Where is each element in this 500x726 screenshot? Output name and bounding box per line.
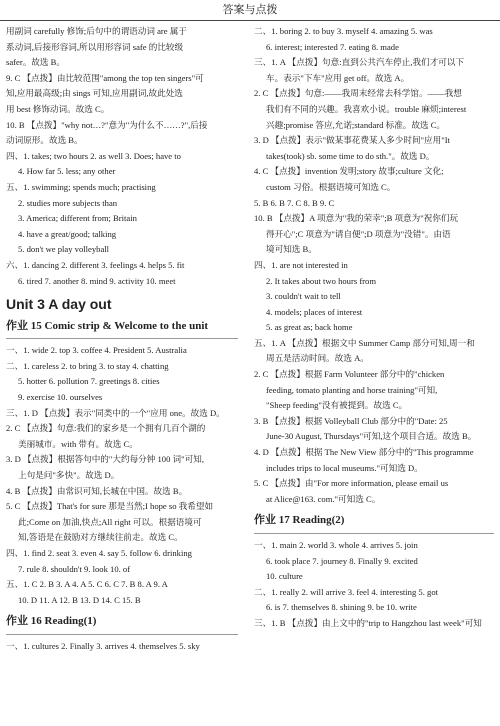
text-line: 兴趣;promise 答应,允诺;standard 标准。故选 C。 bbox=[266, 119, 446, 130]
text-line: 3. couldn't wait to tell bbox=[266, 291, 341, 302]
text-line: 一、1. main 2. world 3. whole 4. arrives 5. join bbox=[254, 540, 418, 550]
text-line: 2. C 【点拨】句意:我们的家乡是一个拥有几百个湖的 bbox=[6, 423, 206, 434]
text-line: 周五是活动时间。故选 A。 bbox=[266, 353, 369, 364]
text-line: 五、1. A 【点拨】根据文中 Summer Camp 部分可知,周一和 bbox=[254, 337, 475, 348]
text-line: 四、1. takes; two hours 2. as well 3. Does; have to bbox=[6, 150, 181, 161]
divider bbox=[6, 338, 238, 339]
text-line: 五、1. C 2. B 3. A 4. A 5. C 6. C 7. B 8. A 9. A bbox=[6, 579, 168, 590]
text-line: 美丽城市。with 带有。故选 C。 bbox=[18, 438, 138, 449]
page-header: 答案与点拨 bbox=[0, 0, 500, 21]
section-title: 作业 15 Comic strip & Welcome to the unit bbox=[6, 319, 209, 332]
text-line: 二、1. really 2. will arrive 3. feel 4. interesting 5. got bbox=[254, 586, 439, 597]
unit-title: Unit 3 A day out bbox=[6, 296, 112, 313]
text-line: 4. D 【点拨】根据 The New View 部分中的"This programme bbox=[254, 447, 474, 458]
text-line: safer。故选 B。 bbox=[6, 57, 65, 68]
text-line: 三、1. B 【点拨】由上文中的"trip to Hangzhou last week"可知 bbox=[254, 617, 482, 628]
text-line: 5. hotter 6. pollution 7. greetings 8. cities bbox=[18, 376, 160, 387]
text-line: 7. rule 8. shouldn't 9. look 10. of bbox=[18, 563, 131, 574]
text-line: 车。表示"下车"应用 get off。故选 A。 bbox=[266, 72, 410, 83]
section-title: 作业 17 Reading(2) bbox=[254, 514, 345, 527]
text-line: 6. is 7. themselves 8. shining 9. be 10. write bbox=[266, 602, 417, 613]
text-line: 5. B 6. B 7. C 8. B 9. C bbox=[254, 197, 335, 208]
text-line: 四、1. find 2. seat 3. even 4. say 5. follow 6. drinking bbox=[6, 548, 192, 558]
text-line: 9. exercise 10. ourselves bbox=[18, 392, 103, 403]
text-line: 6. tired 7. another 8. mind 9. activity 10. meet bbox=[18, 275, 176, 286]
text-line: 二、1. careless 2. to bring 3. to stay 4. chatting bbox=[6, 360, 169, 371]
text-line: 用 best 修饰动词。故选 C。 bbox=[6, 103, 110, 114]
text-line: 境可知选 B。 bbox=[266, 244, 317, 255]
text-line: 4. B 【点拨】由常识可知,长城在中国。故选 B。 bbox=[6, 485, 188, 496]
text-line: 四、1. are not interested in bbox=[254, 259, 348, 270]
text-line: includes trips to local museums."可知选 D。 bbox=[266, 462, 423, 473]
text-line: 知,应用最高级;由 sings 可知,应用副词,故此处选 bbox=[6, 88, 183, 99]
text-line: 9. C 【点拨】由比较范围"among the top ten singers"可 bbox=[6, 72, 204, 83]
text-line: 知,答语是在鼓励对方继续往前走。故选 C。 bbox=[18, 532, 183, 543]
text-line: 4. How far 5. less; any other bbox=[18, 166, 116, 177]
text-line: 一、1. wide 2. top 3. coffee 4. President 5. Australia bbox=[6, 345, 187, 356]
text-line: 4. C 【点拨】invention 发明;story 故事;culture 文化; bbox=[254, 166, 444, 177]
text-line: 5. C 【点拨】由"For more information, please email us bbox=[254, 478, 449, 489]
text-line: 三、1. A 【点拨】句意:直到公共汽车停止,我们才可以下 bbox=[254, 57, 465, 68]
divider bbox=[254, 533, 494, 534]
section-title: 作业 16 Reading(1) bbox=[6, 615, 97, 628]
text-line: 4. have a great/good; talking bbox=[18, 228, 117, 239]
text-line: 5. as great as; back home bbox=[266, 322, 353, 333]
text-line: custom 习俗。根据语境可知选 C。 bbox=[266, 181, 396, 192]
text-line: 3. D 【点拨】表示"做某事花费某人多少时间"应用"It bbox=[254, 135, 451, 146]
text-line: 3. D 【点拨】根据答句中的"大约每分钟 100 词"可知, bbox=[6, 454, 204, 465]
text-line: 得开心";C 项意为"请自便";D 项意为"没错"。由语 bbox=[266, 228, 451, 239]
left-column bbox=[6, 24, 238, 655]
text-line: 用副词 carefully 修饰;后句中的谓语动词 are 属于 bbox=[6, 26, 187, 36]
text-line: 2. It takes about two hours from bbox=[266, 275, 377, 286]
text-line: 5. don't we play volleyball bbox=[18, 244, 110, 255]
text-line: "Sheep feeding"没有被提到。故选 C。 bbox=[266, 400, 408, 411]
text-line: 3. B 【点拨】根据 Volleyball Club 部分中的"Date: 25 bbox=[254, 415, 448, 426]
text-line: 六、1. dancing 2. different 3. feelings 4. helps 5. fit bbox=[6, 259, 185, 270]
text-line: 我们有不同的兴趣。我喜欢小说。trouble 麻烦;interest bbox=[266, 103, 467, 114]
text-line: June-30 August, Thursdays"可知,这个项目合适。故选 B。 bbox=[266, 431, 477, 442]
text-line: 3. America; different from; Britain bbox=[18, 213, 137, 224]
text-line: 6. took place 7. journey 8. Finally 9. excited bbox=[266, 555, 418, 566]
text-line: 10. B 【点拨】A 项意为"我的荣幸";B 项意为"祝你们玩 bbox=[254, 213, 459, 224]
text-line: 2. C 【点拨】根据 Farm Volunteer 部分中的"chicken bbox=[254, 369, 445, 380]
text-line: 三、1. D 【点拨】表示"同类中的一个"应用 one。故选 D。 bbox=[6, 407, 225, 418]
text-line: 6. interest; interested 7. eating 8. made bbox=[266, 41, 399, 52]
text-line: 一、1. cultures 2. Finally 3. arrives 4. themselves 5. sky bbox=[6, 640, 200, 651]
text-line: 2. studies more subjects than bbox=[18, 197, 118, 208]
text-line: feeding, tomato planting and horse training"可知, bbox=[266, 384, 438, 395]
text-line: 二、1. boring 2. to buy 3. myself 4. amazing 5. was bbox=[254, 26, 433, 36]
text-line: 此;Come on 加油,快点;All right 可以。根据语境可 bbox=[18, 516, 202, 527]
divider bbox=[6, 634, 238, 635]
text-line: 2. C 【点拨】句意:——我周末经常去科学馆。——我想 bbox=[254, 88, 462, 99]
text-line: 五、1. swimming; spends much; practising bbox=[6, 181, 156, 192]
text-line: takes(took) sb. some time to do sth."。故选 D。 bbox=[266, 150, 435, 161]
text-line: 5. C 【点拨】That's for sure 那是当然;I hope so 我希望如 bbox=[6, 501, 214, 512]
text-line: 4. models; places of interest bbox=[266, 306, 363, 317]
text-line: 动词原形。故选 B。 bbox=[6, 135, 83, 146]
text-line: 10. D 11. A 12. B 13. D 14. C 15. B bbox=[18, 594, 141, 605]
text-line: 系动词,后接形容词,所以用形容词 safe 的比较级 bbox=[6, 41, 184, 52]
right-column bbox=[254, 24, 494, 632]
text-line: 上句是问"多快"。故选 D。 bbox=[18, 470, 120, 481]
text-line: at Alice@163. com."可知选 C。 bbox=[266, 493, 381, 504]
text-line: 10. culture bbox=[266, 571, 303, 582]
text-line: 10. B 【点拨】"why not…?"意为"为什么不……?",后接 bbox=[6, 119, 208, 130]
